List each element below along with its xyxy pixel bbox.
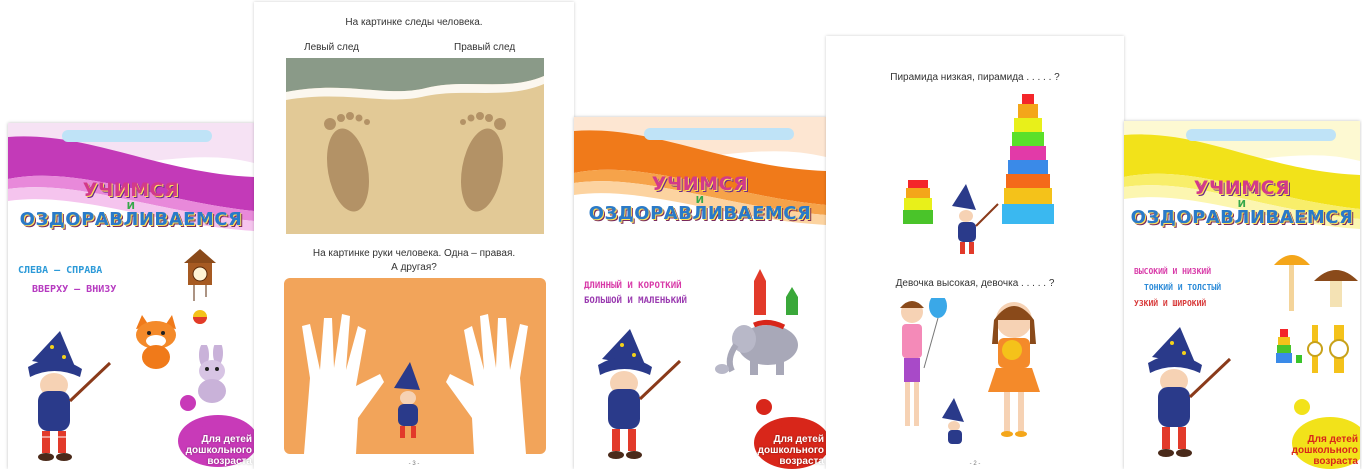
- cover-title-and: И: [695, 195, 705, 206]
- hands-caption-line2: А другая?: [391, 262, 437, 273]
- cover-topic-line-1: ДЛИННЫЙ И КОРОТКИЙ: [584, 281, 682, 291]
- girls-caption: Девочка высокая, девочка . . . . . ?: [895, 278, 1055, 289]
- cover-topic-line-2: ТОНКИЙ И ТОЛСТЫЙ: [1144, 283, 1222, 292]
- cover-title-and: И: [1237, 199, 1247, 210]
- cover-topic-line-2: БОЛЬШОЙ И МАЛЕНЬКИЙ: [584, 296, 687, 306]
- sand-footprints-image: [286, 58, 544, 234]
- book-cover-tall-short[interactable]: [1124, 121, 1360, 469]
- fox-icon: [128, 311, 188, 371]
- page-number: - 2 -: [969, 461, 981, 467]
- inner-page-pyramid[interactable]: [826, 36, 1124, 469]
- pyramids-image: [902, 92, 1102, 262]
- hands-caption-line1: На картинке руки человека. Одна – правая.: [312, 248, 516, 259]
- cuckoo-clock-icon: [180, 245, 220, 305]
- cover-title-line2: ОЗДОРАВЛИВАЕМСЯ: [588, 203, 812, 224]
- age-label: Для детей дошкольного возраста: [185, 434, 252, 467]
- cover-topic-line-1: ВЫСОКИЙ И НИЗКИЙ: [1134, 267, 1212, 276]
- watches-pyramid-icon: [1276, 325, 1356, 375]
- cover-topic-line-1: СЛЕВА – СПРАВА: [18, 265, 103, 276]
- book-cover-left-right[interactable]: [8, 123, 254, 469]
- gnome-pointer-icon: [584, 327, 684, 467]
- left-footprint-label: Левый след: [304, 42, 359, 53]
- book-cover-long-short[interactable]: [574, 117, 826, 469]
- mushrooms-icon: [1270, 245, 1360, 315]
- page-number: - 3 -: [408, 461, 420, 467]
- right-footprint-label: Правый след: [454, 42, 516, 53]
- footprints-caption: На картинке следы человека.: [345, 17, 483, 28]
- age-label: Для детей дошкольного возраста: [1291, 434, 1358, 467]
- pyramid-caption: Пирамида низкая, пирамида . . . . . ?: [890, 72, 1060, 83]
- series-badge: [1186, 129, 1336, 141]
- cover-topic-line-2: ВВЕРХУ – ВНИЗУ: [32, 284, 117, 295]
- series-badge: [644, 128, 794, 140]
- gnome-pointer-icon: [14, 329, 114, 469]
- ball-icon: [192, 309, 208, 325]
- cover-title-line1: УЧИМСЯ: [651, 173, 749, 195]
- gnome-pointer-icon: [1134, 325, 1234, 465]
- elephant-icon: [714, 319, 804, 379]
- age-label: Для детей дошкольного возраста: [757, 434, 824, 467]
- cover-title-line1: УЧИМСЯ: [1193, 177, 1291, 199]
- cover-title-line2: ОЗДОРАВЛИВАЕМСЯ: [19, 209, 243, 230]
- cover-title-and: И: [126, 201, 136, 212]
- hands-image: [284, 278, 546, 454]
- cover-title-line1: УЧИМСЯ: [82, 179, 180, 201]
- pencils-icon: [754, 267, 804, 317]
- cover-title-line2: ОЗДОРАВЛИВАЕМСЯ: [1130, 207, 1354, 228]
- cover-topic-line-3: УЗКИЙ И ШИРОКИЙ: [1134, 299, 1207, 308]
- girls-image: [886, 298, 1086, 448]
- series-badge: [62, 130, 212, 142]
- bunny-icon: [186, 345, 242, 405]
- inner-page-footprints[interactable]: [254, 2, 574, 469]
